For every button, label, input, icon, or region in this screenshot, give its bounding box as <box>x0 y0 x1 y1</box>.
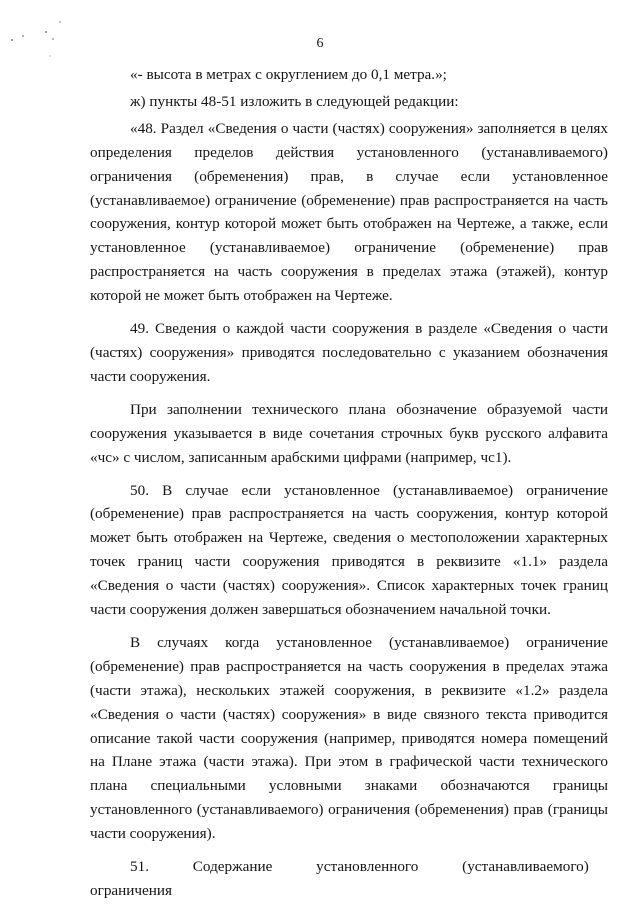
paragraph-amendment-intro: ж) пункты 48-51 изложить в следующей редакции: <box>130 92 459 110</box>
paragraph-height-rounding: «- высота в метрах с округлением до 0,1 метра.»; <box>130 66 447 83</box>
paragraph-item-49: 49. Сведения о каждой части сооружения в разделе «Сведения о части (частях) сооружения» приводятся последовательно с указанием обозначения части сооружения. <box>90 320 608 385</box>
paragraph-item-50: 50. В случае если установленное (устанавливаемое) ограничение (обременение) прав распространяется на часть сооружения, контур которой может быть отображен на Чертеже, сведения о местоположении характерных точек границ части сооружения приводятся в реквизите «1.1» раздела «Сведения о части (частях) сооружения». Список характерных точек границ части сооружения должен завершаться обозначением начальной точки. <box>90 481 608 619</box>
paragraph-item-51: 51. Содержание установленного (устанавливаемого) ограничения <box>90 858 589 899</box>
paragraph-item-48: «48. Раздел «Сведения о части (частях) сооружения» заполняется в целях определения пределов действия установленного (устанавливаемого) ограничения (обременения) прав, в случае если установленное (устанавливаемое) ограничение (обременение) прав распространяется на часть сооружения, контур которой может быть отображен на Чертеже, а также, если установленное (устанавливаемое) ограничение (обременение) прав распространяется на часть сооружения в пределах этажа (этажей), контур которой не может быть отображен на Чертеже. <box>90 119 608 305</box>
document-body <box>90 63 608 903</box>
paragraph-part-designation: При заполнении технического плана обозначение образуемой части сооружения указывается в виде сочетания строчных букв русского алфавита «чс» с числом, записанным арабскими цифрами (например, чс1). <box>90 400 608 466</box>
paragraph-floor-parts: В случаях когда установленное (устанавливаемое) ограничение (обременение) прав распространяется на часть сооружения в пределах этажа (части этажа), нескольких этажей сооружения, в реквизите «1.2» раздела «Сведения о части (частях) сооружения» в виде связного текста приводится описание такой части сооружения (например, приводятся номера помещений на Плане этажа (части этажа). При этом в графической части технического плана специальными условными знаками обозначаются границы установленного (устанавливаемого) ограничения (обременения) прав (границы части сооружения). <box>90 633 608 843</box>
page-number: 6 <box>316 36 324 51</box>
